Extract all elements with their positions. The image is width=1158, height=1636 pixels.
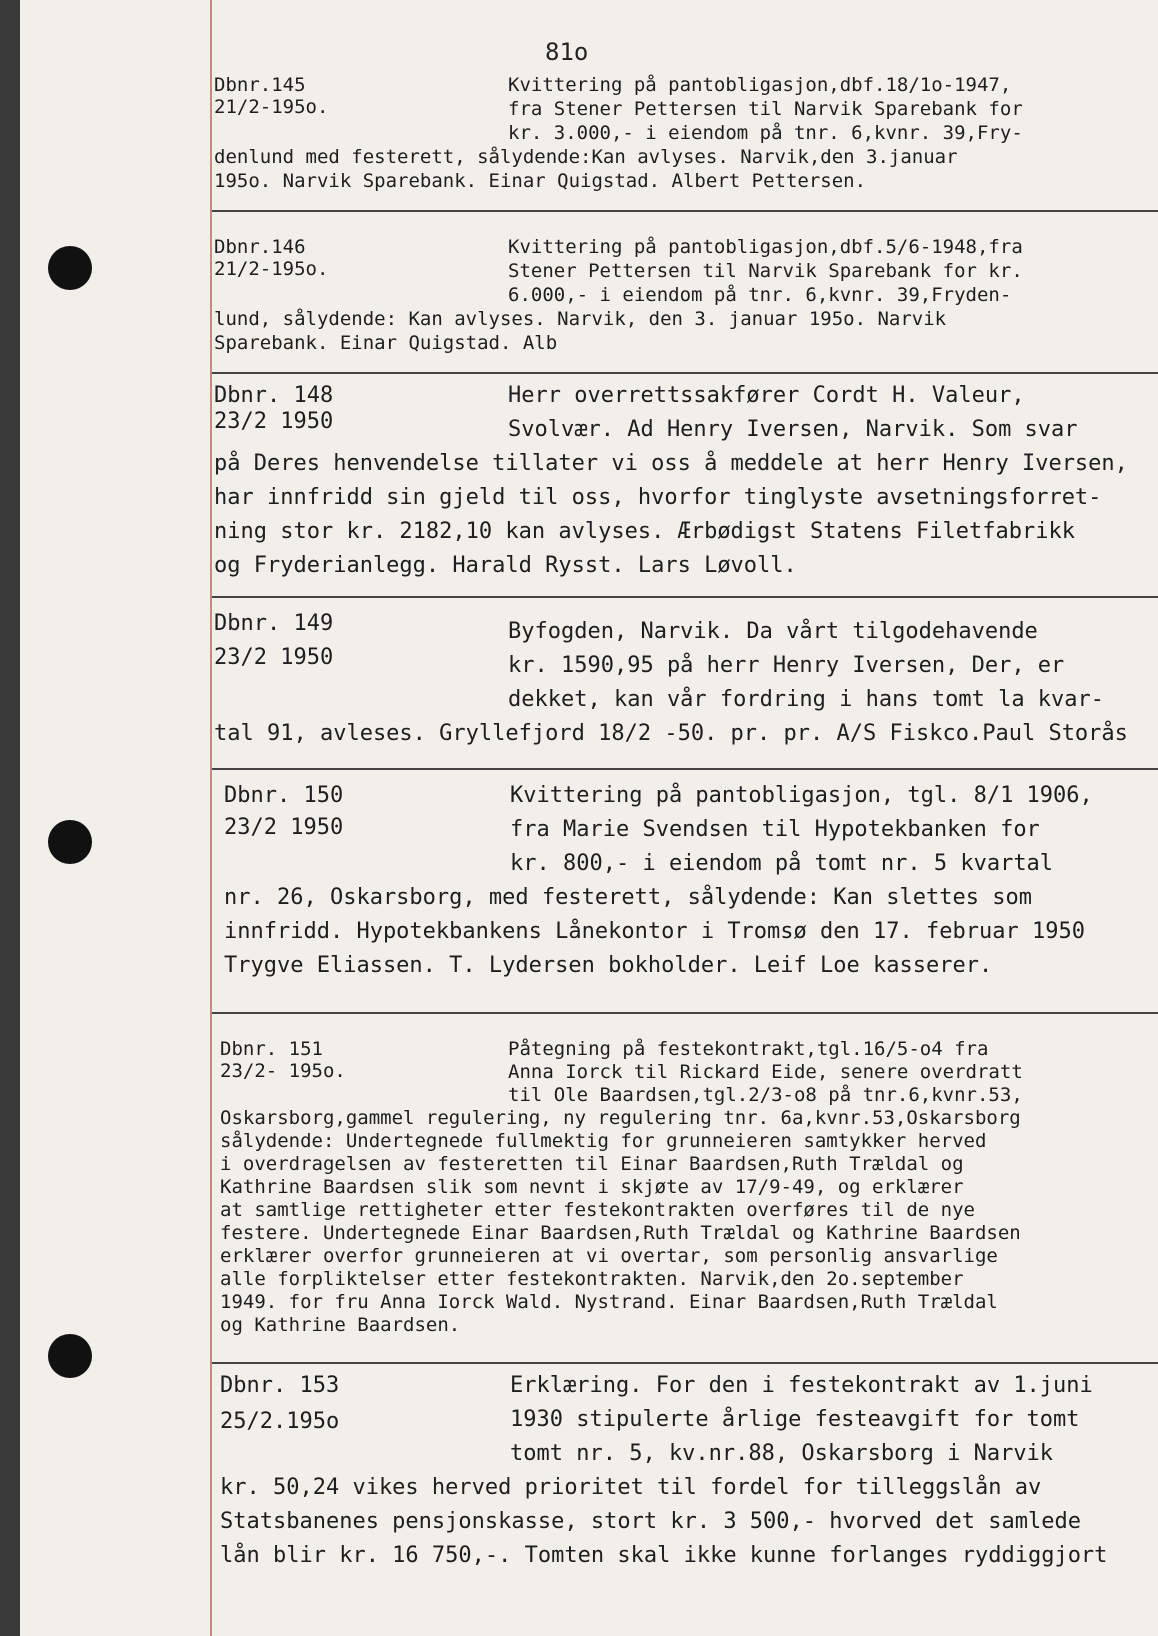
entry-line: Byfogden, Narvik. Da vårt tilgodehavende xyxy=(508,619,1038,644)
entry-line: på Deres henvendelse tillater vi oss å meddele at herr Henry Iversen, xyxy=(214,451,1128,476)
entry-number: Dbnr. 151 xyxy=(220,1038,323,1060)
entry-line: til Ole Baardsen,tgl.2/3-o8 på tnr.6,kvnr.53, xyxy=(508,1084,1023,1106)
entry-date: 23/2 1950 xyxy=(214,645,334,670)
entry-line: dekket, kan vår fordring i hans tomt la kvar- xyxy=(508,687,1105,712)
entry-line: Trygve Eliassen. T. Lydersen bokholder. Leif Loe kasserer. xyxy=(224,953,993,978)
entry-date: 23/2 1950 xyxy=(214,409,334,434)
entry-divider xyxy=(212,596,1158,598)
entry-line: alle forpliktelser etter festekontrakten. Narvik,den 2o.september xyxy=(220,1268,964,1290)
entry-line: Kvittering på pantobligasjon, tgl. 8/1 1906, xyxy=(510,783,1093,808)
entry-line: 195o. Narvik Sparebank. Einar Quigstad. Albert Pettersen. xyxy=(214,170,867,192)
entry-line: lån blir kr. 16 750,-. Tomten skal ikke kunne forlanges ryddiggjort xyxy=(220,1543,1108,1568)
punch-hole xyxy=(48,1334,92,1378)
entry-number: Dbnr. 150 xyxy=(224,783,344,808)
register-page xyxy=(20,0,1158,1636)
entry-line: festere. Undertegnede Einar Baardsen,Ruth Trældal og Kathrine Baardsen xyxy=(220,1222,1021,1244)
entry-number: Dbnr. 148 xyxy=(214,383,334,408)
entry-line: Svolvær. Ad Henry Iversen, Narvik. Som svar xyxy=(508,417,1078,442)
entry-line: fra Stener Pettersen til Narvik Sparebank for xyxy=(508,98,1023,120)
entry-line: Kathrine Baardsen slik som nevnt i skjøte av 17/9-49, og erklærer xyxy=(220,1176,964,1198)
entry-line: Erklæring. For den i festekontrakt av 1.juni xyxy=(510,1373,1093,1398)
entry-divider xyxy=(212,210,1158,212)
entry-line: Statsbanenes pensjonskasse, stort kr. 3 500,- hvorved det samlede xyxy=(220,1509,1081,1534)
entry-line: og Kathrine Baardsen. xyxy=(220,1314,461,1336)
entry-line: Kvittering på pantobligasjon,dbf.5/6-1948,fra xyxy=(508,236,1023,258)
entry-line: 1949. for fru Anna Iorck Wald. Nystrand. Einar Baardsen,Ruth Trældal xyxy=(220,1291,998,1313)
page-number: 81o xyxy=(545,38,589,66)
punch-hole xyxy=(48,820,92,864)
entry-line: 1930 stipulerte årlige festeavgift for tomt xyxy=(510,1407,1080,1432)
entry-line: kr. 50,24 vikes herved prioritet til fordel for tilleggslån av xyxy=(220,1475,1042,1500)
entry-line: Herr overrettssakfører Cordt H. Valeur, xyxy=(508,383,1025,408)
entry-number: Dbnr. 153 xyxy=(220,1373,340,1398)
entry-line: nr. 26, Oskarsborg, med festerett, sålydende: Kan slettes som xyxy=(224,885,1032,910)
entry-line: og Fryderianlegg. Harald Rysst. Lars Løvoll. xyxy=(214,553,797,578)
entry-divider xyxy=(212,1362,1158,1364)
punch-hole xyxy=(48,246,92,290)
entry-date: 25/2.195o xyxy=(220,1409,340,1434)
entry-date: 21/2-195o. xyxy=(214,96,329,118)
entry-date: 21/2-195o. xyxy=(214,258,329,280)
entry-line: at samtlige rettigheter etter festekontrakten overføres til de nye xyxy=(220,1199,975,1221)
entry-line: Anna Iorck til Rickard Eide, senere overdratt xyxy=(508,1061,1023,1083)
entry-line: Sparebank. Einar Quigstad. Alb xyxy=(214,332,558,354)
entry-line: Påtegning på festekontrakt,tgl.16/5-o4 fra xyxy=(508,1038,989,1060)
entry-line: kr. 3.000,- i eiendom på tnr. 6,kvnr. 39,Fry- xyxy=(508,122,1023,144)
entry-divider xyxy=(212,768,1158,770)
entry-line: kr. 800,- i eiendom på tomt nr. 5 kvartal xyxy=(510,851,1054,876)
entry-line: tal 91, avleses. Gryllefjord 18/2 -50. pr. pr. A/S Fiskco.Paul Storås xyxy=(214,721,1128,746)
entry-line: Oskarsborg,gammel regulering, ny regulering tnr. 6a,kvnr.53,Oskarsborg xyxy=(220,1107,1021,1129)
entry-line: tomt nr. 5, kv.nr.88, Oskarsborg i Narvik xyxy=(510,1441,1054,1466)
entry-divider xyxy=(212,1012,1158,1014)
entry-number: Dbnr.145 xyxy=(214,74,306,96)
entry-line: lund, sålydende: Kan avlyses. Narvik, den 3. januar 195o. Narvik xyxy=(214,308,947,330)
entry-date: 23/2 1950 xyxy=(224,815,344,840)
entry-line: innfridd. Hypotekbankens Lånekontor i Tromsø den 17. februar 1950 xyxy=(224,919,1085,944)
entry-number: Dbnr. 149 xyxy=(214,611,334,636)
entry-number: Dbnr.146 xyxy=(214,236,306,258)
entry-line: i overdragelsen av festeretten til Einar Baardsen,Ruth Trældal og xyxy=(220,1153,964,1175)
entry-line: ning stor kr. 2182,10 kan avlyses. Ærbødigst Statens Filetfabrikk xyxy=(214,519,1075,544)
entry-line: 6.000,- i eiendom på tnr. 6,kvnr. 39,Fryden- xyxy=(508,284,1012,306)
entry-date: 23/2- 195o. xyxy=(220,1060,346,1082)
entry-line: fra Marie Svendsen til Hypotekbanken for xyxy=(510,817,1040,842)
entry-line: Kvittering på pantobligasjon,dbf.18/1o-1947, xyxy=(508,74,1012,96)
margin-line xyxy=(210,0,212,1636)
entry-line: kr. 1590,95 på herr Henry Iversen, Der, er xyxy=(508,653,1065,678)
entry-line: erklærer overfor grunneieren at vi overtar, som personlig ansvarlige xyxy=(220,1245,998,1267)
entry-line: har innfridd sin gjeld til oss, hvorfor tinglyste avsetningsforret- xyxy=(214,485,1102,510)
entry-divider xyxy=(212,372,1158,374)
entry-line: Stener Pettersen til Narvik Sparebank for kr. xyxy=(508,260,1023,282)
entry-line: denlund med festerett, sålydende:Kan avlyses. Narvik,den 3.januar xyxy=(214,146,958,168)
entry-line: sålydende: Undertegnede fullmektig for grunneieren samtykker herved xyxy=(220,1130,987,1152)
